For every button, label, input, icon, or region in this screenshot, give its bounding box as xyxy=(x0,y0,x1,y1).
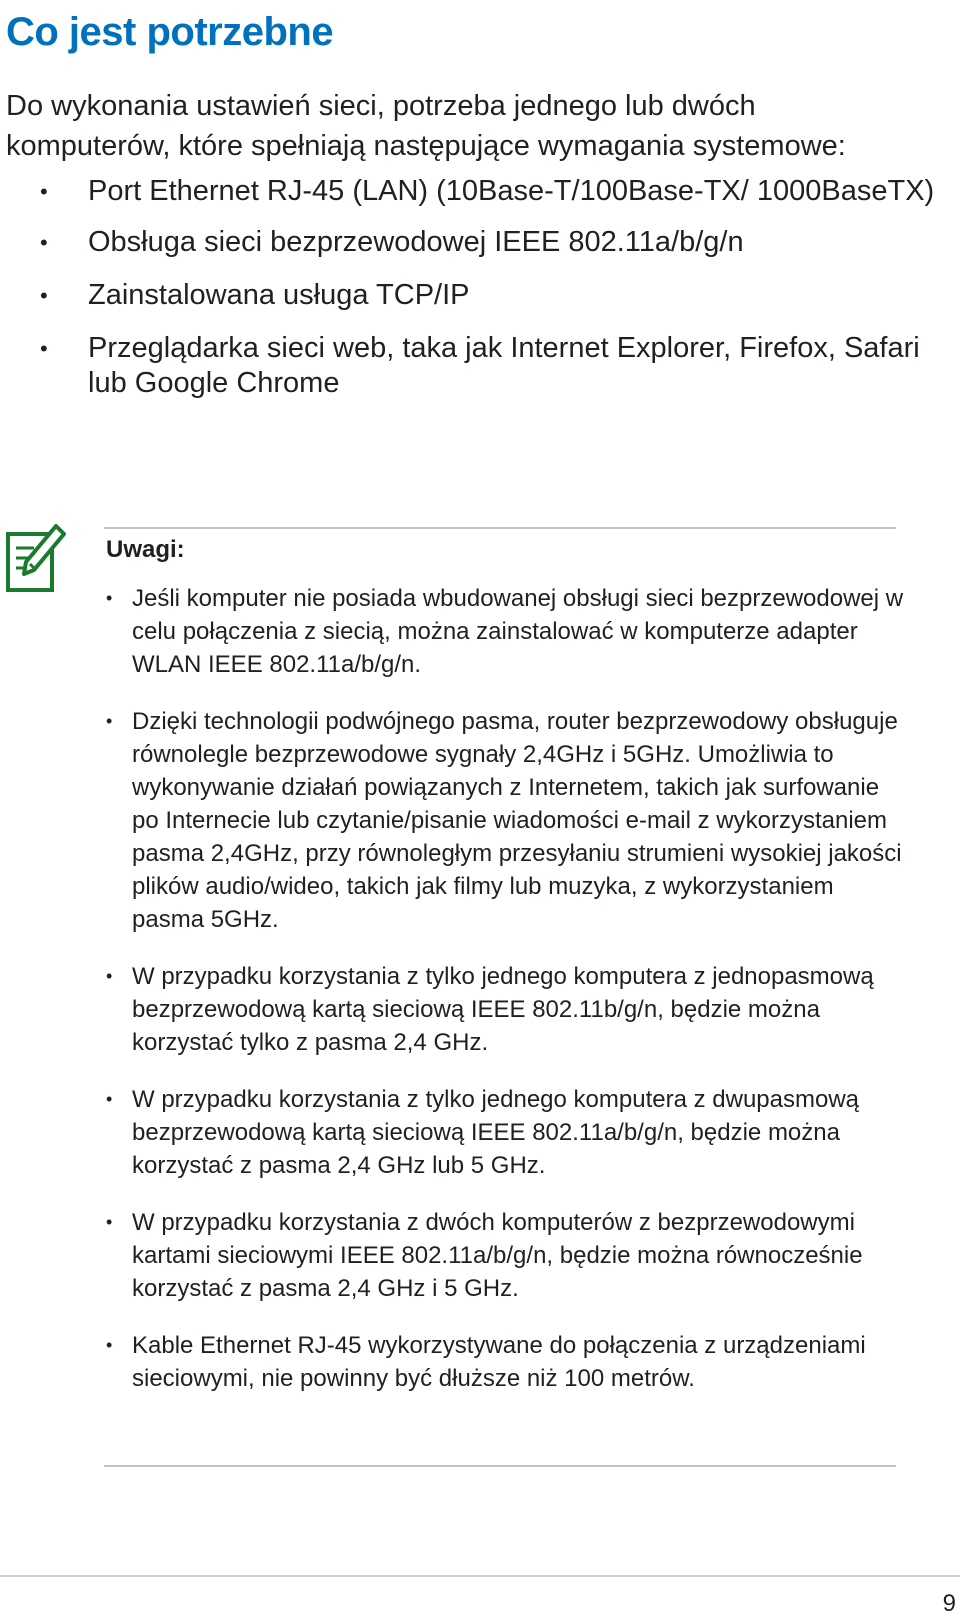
note-item xyxy=(106,960,906,1059)
requirement-item xyxy=(0,174,940,209)
note-text: Dzięki technologii podwójnego pasma, router bezprzewodowy obsługuje równolegle bezprzewodowe sygnały 2,4GHz i 5GHz. Umożliwia to wykonywanie działań powiązanych z Internetem, takich jak surfowanie po Internecie lub czytanie/pisanie wiadomości e-mail z wykorzystaniem pasma 2,4GHz, przy równoległym przesyłaniu strumieni wysokiej jakości plików audio/wideo, takich jak filmy lub muzyka, z wykorzystaniem pasma 5GHz. xyxy=(132,708,902,933)
note-top-divider xyxy=(104,527,896,529)
bullet: • xyxy=(106,966,113,986)
requirement-item xyxy=(0,331,940,401)
note-text: W przypadku korzystania z dwóch komputerów z bezprzewodowymi kartami sieciowymi IEEE 802.11a/b/g/n, będzie można równocześnie korzystać z pasma 2,4 GHz i 5 GHz. xyxy=(132,1209,863,1302)
notes-list xyxy=(106,582,906,1419)
bullet: • xyxy=(106,1212,113,1232)
bullet: • xyxy=(106,711,113,731)
requirement-text: Przeglądarka sieci web, taka jak Internet Explorer, Firefox, Safari lub Google Chrome xyxy=(88,332,920,399)
bullet: • xyxy=(40,230,48,255)
requirement-text: Port Ethernet RJ-45 (LAN) (10Base-T/100Base-TX/ 1000BaseTX) xyxy=(88,175,935,207)
note-text: W przypadku korzystania z tylko jednego komputera z jednopasmową bezprzewodową kartą sieciową IEEE 802.11b/g/n, będzie można korzystać tylko z pasma 2,4 GHz. xyxy=(132,963,874,1056)
bullet: • xyxy=(40,336,48,361)
note-item xyxy=(106,705,906,936)
note-item xyxy=(106,582,906,681)
requirement-item xyxy=(0,278,940,313)
notes-heading: Uwagi: xyxy=(106,536,185,563)
bullet: • xyxy=(106,588,113,608)
bullet: • xyxy=(40,283,48,308)
requirement-text: Zainstalowana usługa TCP/IP xyxy=(88,279,470,311)
note-item xyxy=(106,1329,906,1395)
bullet: • xyxy=(106,1335,113,1355)
page-title: Co jest potrzebne xyxy=(6,10,334,54)
requirement-text: Obsługa sieci bezprzewodowej IEEE 802.11a/b/g/n xyxy=(88,226,744,258)
intro-paragraph: Do wykonania ustawień sieci, potrzeba jednego lub dwóch komputerów, które spełniają następujące wymagania systemowe: xyxy=(6,90,846,162)
footer-divider xyxy=(0,1575,960,1577)
note-pencil-icon xyxy=(4,524,66,598)
note-item xyxy=(106,1083,906,1182)
note-bottom-divider xyxy=(104,1465,896,1467)
bullet: • xyxy=(40,179,48,204)
requirements-list xyxy=(0,174,940,401)
bullet: • xyxy=(106,1089,113,1109)
page-number: 9 xyxy=(942,1590,956,1617)
requirement-item xyxy=(0,225,940,260)
note-text: Kable Ethernet RJ-45 wykorzystywane do połączenia z urządzeniami sieciowymi, nie powinny być dłuższe niż 100 metrów. xyxy=(132,1332,866,1392)
note-text: Jeśli komputer nie posiada wbudowanej obsługi sieci bezprzewodowej w celu połączenia z siecią, można zainstalować w komputerze adapter WLAN IEEE 802.11a/b/g/n. xyxy=(132,585,904,678)
note-text: W przypadku korzystania z tylko jednego komputera z dwupasmową bezprzewodową kartą sieciową IEEE 802.11a/b/g/n, będzie można korzystać z pasma 2,4 GHz lub 5 GHz. xyxy=(132,1086,860,1179)
note-item xyxy=(106,1206,906,1305)
